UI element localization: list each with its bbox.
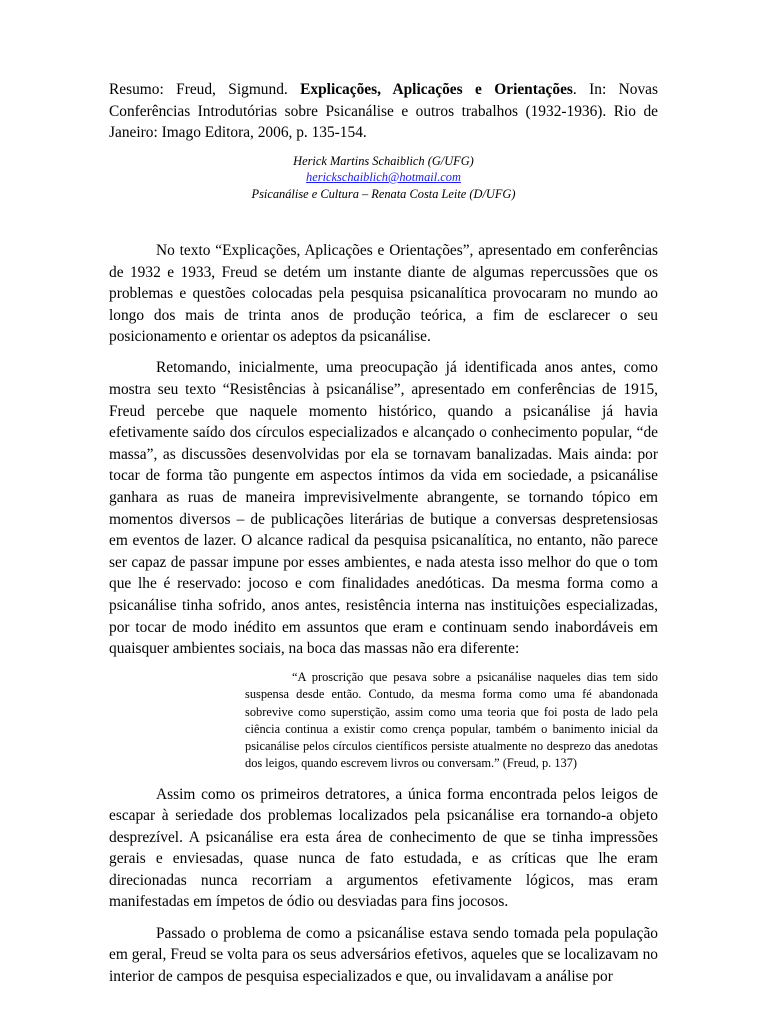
author-name: Herick Martins Schaiblich (G/UFG) [293,153,474,168]
reference-prefix: Resumo: Freud, Sigmund. [109,81,301,98]
paragraph-4: Passado o problema de como a psicanálise estava sendo tomada pela população em geral, Freud se volta para os seus adversários efetivos, aqueles que se localizavam no interior de campos de pesquisa especializados e que, ou invalidavam a análise por [109,924,658,985]
bibliographic-reference [109,79,658,144]
author-block [109,153,658,203]
paragraph-1: No texto “Explicações, Aplicações e Orientações”, apresentado em conferências de 1932 e 1933, Freud se detém um instante diante de algumas repercussões que os problemas e questões colocadas pela pesquisa psicanalítica provocaram no mundo ao longo dos mais de trinta anos de produção teórica, a fim de esclarecer o seu posicionamento e orientar os adeptos da psicanálise. [109,242,658,346]
block-quote: “A proscrição que pesava sobre a psicanálise naqueles dias tem sido suspensa desde então. Contudo, da mesma forma como uma fé abandonada sobrevive como superstição, assim como uma teoria que foi posta de lado pela ciência continua a existir como crença popular, também o banimento inicial da psicanálise pelos círculos científicos persiste atualmente no desprezo das anedotas dos leigos, quando escrevem livros ou conversam.” (Freud, p. 137) [245,670,658,771]
reference-suffix: . In: Novas Conferências Introdutórias sobre Psicanálise e outros trabalhos (1932-1936). Rio de Janeiro: Imago Editora, 2006, p. 135-154. [109,81,658,141]
paragraph-2: Retomando, inicialmente, uma preocupação já identificada anos antes, como mostra seu texto “Resistências à psicanálise”, apresentado em conferências de 1915, Freud percebe que naquele momento histórico, quando a psicanálise já havia efetivamente saído dos círculos especializados e alcançado o conhecimento popular, “de massa”, as discussões desenvolvidas por ela se tornavam banalizadas. Mais ainda: por tocar de forma tão pungente em aspectos íntimos da vida em sociedade, a psicanálise ganhara as ruas de maneira imprevisivelmente abrangente, se tornando tópico em momentos diversos – de publicações literárias de butique a conversas despretensiosas em eventos de lazer. O alcance radical da pesquisa psicanalítica, no entanto, não parece ser capaz de passar impune por esses ambientes, e nada atesta isso melhor do que o tom que lhe é reservado: jocoso e com finalidades anedóticas. Da mesma forma como a psicanálise tinha sofrido, anos antes, resistência interna nas instituições especializadas, por tocar de modo inédito em assuntos que eram e continuam sendo inabordáveis em quaisquer ambientes sociais, na boca das massas não era diferente: [109,359,658,658]
document-page [109,79,658,997]
author-email-link[interactable]: herickschaiblich@hotmail.com [306,170,461,184]
body-text [109,240,658,987]
reference-title: Explicações, Aplicações e Orientações [300,81,573,98]
paragraph-3: Assim como os primeiros detratores, a única forma encontrada pelos leigos de escapar à seriedade dos problemas localizados pela psicanálise era tornando-a objeto desprezível. A psicanálise era esta área de conhecimento de que se tinha impressões gerais e enviesadas, quase nunca de fato estudada, e as críticas que lhe eram direcionadas nunca recorriam a argumentos efetivamente lógicos, mas eram manifestadas em ímpetos de ódio ou desviadas para fins jocosos. [109,785,658,911]
course-info: Psicanálise e Cultura – Renata Costa Leite (D/UFG) [251,186,516,201]
